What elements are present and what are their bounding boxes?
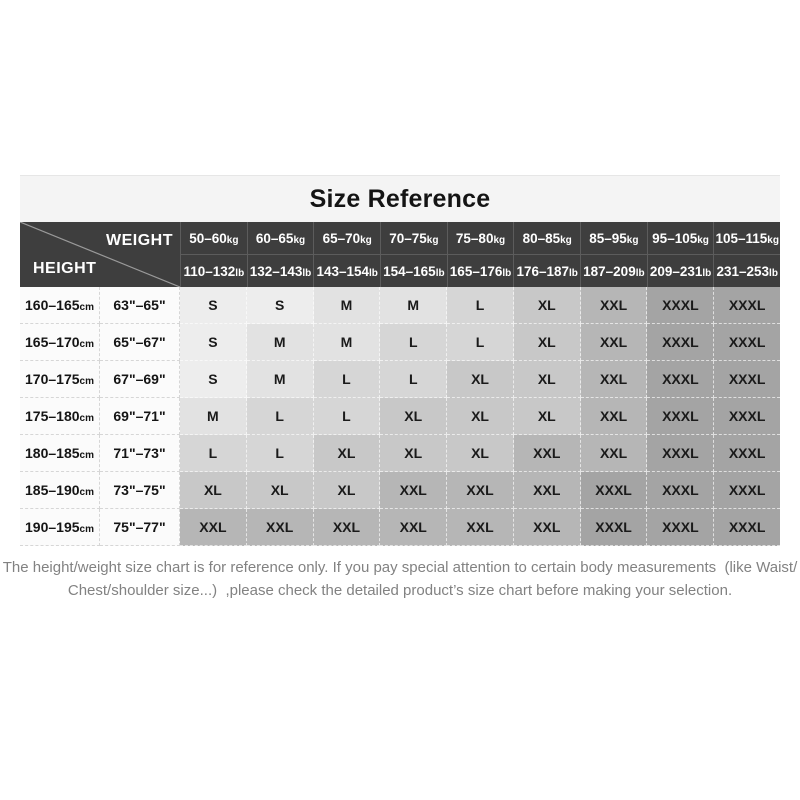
cell-text: 50–60kg	[189, 230, 239, 246]
weight-lb-cell	[514, 255, 580, 287]
size-cell: XL	[514, 324, 581, 361]
cell-text: 65"–67"	[113, 334, 166, 350]
size-cell: XXXL	[647, 287, 714, 324]
cell-text: 185–190cm	[25, 482, 94, 498]
cell-text: 170–175cm	[25, 371, 94, 387]
size-cell: L	[314, 398, 381, 435]
cell-text: 187–209lb	[583, 263, 645, 279]
unit-label: lb	[235, 267, 245, 279]
size-cell: M	[247, 324, 314, 361]
table-row-3	[20, 361, 780, 398]
cell-text: 180–185cm	[25, 445, 94, 461]
size-cell: L	[247, 435, 314, 472]
table-body	[20, 287, 780, 546]
height-inch-cell	[100, 361, 180, 398]
size-cell: XL	[247, 472, 314, 509]
unit-label: cm	[79, 302, 94, 313]
size-cell: XL	[514, 361, 581, 398]
weight-kg-cell	[381, 222, 447, 255]
size-cell: L	[380, 361, 447, 398]
weight-lb-cell	[381, 255, 447, 287]
unit-label: kg	[226, 234, 239, 246]
weight-column-8	[647, 222, 714, 287]
unit-label: lb	[635, 267, 645, 279]
weight-lb-cell	[714, 255, 780, 287]
weight-lb-cell	[314, 255, 380, 287]
unit-label: cm	[79, 487, 94, 498]
cell-text: 209–231lb	[649, 263, 712, 279]
size-cell: L	[380, 324, 447, 361]
unit-label: kg	[767, 234, 779, 246]
size-cell: XXXL	[714, 361, 780, 398]
height-cm-cell	[20, 324, 100, 361]
weight-kg-cell	[181, 222, 247, 255]
size-cell: S	[247, 287, 314, 324]
unit-label: lb	[769, 267, 778, 279]
cell-text: 70–75kg	[389, 230, 439, 246]
height-inch-cell	[100, 324, 180, 361]
weight-column-1	[180, 222, 247, 287]
weight-kg-cell	[514, 222, 580, 255]
weight-kg-cell	[581, 222, 647, 255]
size-cell: S	[180, 324, 247, 361]
weight-column-5	[447, 222, 514, 287]
size-cell: XL	[380, 398, 447, 435]
table-row-5	[20, 435, 780, 472]
unit-label: kg	[626, 234, 639, 246]
cell-text: 160–165cm	[25, 297, 94, 313]
cell-text: 176–187lb	[516, 263, 578, 279]
height-cm-cell	[20, 287, 100, 324]
unit-label: kg	[697, 234, 709, 246]
unit-label: kg	[493, 234, 506, 246]
size-cell: XXXL	[581, 472, 648, 509]
size-cell: XXXL	[581, 509, 648, 546]
size-cell: XXL	[380, 472, 447, 509]
size-cell: M	[380, 287, 447, 324]
unit-label: kg	[426, 234, 439, 246]
weight-kg-cell	[648, 222, 714, 255]
cell-text: 75–80kg	[455, 230, 506, 246]
size-cell: XXL	[314, 509, 381, 546]
cell-text: 75"–77"	[113, 519, 166, 535]
cell-text: 65–70kg	[322, 230, 372, 246]
size-cell: M	[314, 287, 381, 324]
size-cell: XXXL	[714, 324, 780, 361]
table-row-1	[20, 287, 780, 324]
cell-text: 175–180cm	[25, 408, 94, 424]
cell-text: 80–85kg	[522, 230, 572, 246]
weight-lb-cell	[581, 255, 647, 287]
size-cell: XXXL	[714, 287, 780, 324]
height-cm-cell	[20, 435, 100, 472]
weight-lb-cell	[448, 255, 514, 287]
size-cell: XL	[380, 435, 447, 472]
weight-column-2	[247, 222, 314, 287]
cell-text: 105–115kg	[715, 230, 779, 246]
cell-text: 73"–75"	[113, 482, 166, 498]
height-cm-cell	[20, 472, 100, 509]
table-header	[20, 222, 780, 287]
size-cell: XL	[514, 398, 581, 435]
unit-label: kg	[360, 234, 372, 246]
height-inch-cell	[100, 509, 180, 546]
footer-line-2: Chest/shoulder size...) ,please check the detailed product’s size chart before making your selection.	[67, 582, 733, 599]
unit-label: cm	[79, 413, 94, 424]
table-row-7	[20, 509, 780, 546]
weight-column-9	[713, 222, 780, 287]
height-inch-cell	[100, 472, 180, 509]
size-cell: XXXL	[714, 435, 780, 472]
cell-text: 69"–71"	[113, 408, 166, 424]
cell-text: 231–253lb	[716, 263, 778, 279]
height-inch-cell	[100, 398, 180, 435]
size-cell: XXL	[180, 509, 247, 546]
size-cell: XXXL	[647, 324, 714, 361]
weight-kg-cell	[448, 222, 514, 255]
size-cell: XXXL	[647, 509, 714, 546]
size-cell: XXXL	[714, 398, 780, 435]
unit-label: kg	[560, 234, 572, 246]
size-cell: XXXL	[647, 398, 714, 435]
weight-kg-cell	[314, 222, 380, 255]
unit-label: lb	[369, 267, 378, 279]
height-inch-cell	[100, 287, 180, 324]
size-cell: XXXL	[647, 361, 714, 398]
weight-columns	[180, 222, 780, 287]
size-cell: XL	[447, 435, 514, 472]
unit-label: kg	[293, 234, 306, 246]
height-cm-cell	[20, 509, 100, 546]
size-cell: XXL	[247, 509, 314, 546]
size-cell: XL	[180, 472, 247, 509]
size-cell: XXXL	[647, 472, 714, 509]
weight-column-7	[580, 222, 647, 287]
unit-label: cm	[79, 450, 94, 461]
weight-column-3	[313, 222, 380, 287]
size-cell: XXL	[581, 324, 648, 361]
size-cell: L	[447, 287, 514, 324]
size-cell: L	[180, 435, 247, 472]
size-cell: XXXL	[647, 435, 714, 472]
cell-text: 95–105kg	[652, 230, 709, 246]
height-cm-cell	[20, 398, 100, 435]
size-cell: XXL	[514, 509, 581, 546]
unit-label: lb	[702, 267, 712, 279]
size-cell: XXL	[447, 509, 514, 546]
size-cell: XXL	[380, 509, 447, 546]
weight-lb-cell	[181, 255, 247, 287]
table-row-4	[20, 398, 780, 435]
footer-note	[0, 556, 800, 602]
weight-column-4	[380, 222, 447, 287]
size-cell: M	[314, 324, 381, 361]
size-cell: M	[180, 398, 247, 435]
cell-text: 165–176lb	[449, 263, 512, 279]
size-cell: XXL	[581, 435, 648, 472]
size-cell: XL	[447, 398, 514, 435]
weight-kg-cell	[248, 222, 314, 255]
weight-axis-label: WEIGHT	[106, 232, 173, 249]
size-cell: XL	[314, 435, 381, 472]
weight-lb-cell	[648, 255, 714, 287]
cell-text: 154–165lb	[383, 263, 445, 279]
height-axis-label: HEIGHT	[33, 260, 97, 277]
weight-column-6	[513, 222, 580, 287]
unit-label: lb	[569, 267, 578, 279]
cell-text: 132–143lb	[249, 263, 312, 279]
corner-cell	[20, 222, 180, 287]
unit-label: lb	[302, 267, 312, 279]
size-cell: XXL	[581, 361, 648, 398]
size-cell: XL	[447, 361, 514, 398]
size-cell: M	[247, 361, 314, 398]
unit-label: cm	[79, 524, 94, 535]
cell-text: 190–195cm	[25, 519, 94, 535]
cell-text: 71"–73"	[113, 445, 166, 461]
height-cm-cell	[20, 361, 100, 398]
size-cell: XXL	[581, 287, 648, 324]
cell-text: 63"–65"	[113, 297, 166, 313]
table-row-6	[20, 472, 780, 509]
size-cell: XXXL	[714, 509, 780, 546]
size-cell: XL	[514, 287, 581, 324]
weight-kg-cell	[714, 222, 780, 255]
cell-text: 143–154lb	[316, 263, 378, 279]
cell-text: 165–170cm	[25, 334, 94, 350]
size-reference-chart	[20, 175, 780, 546]
size-cell: XXL	[447, 472, 514, 509]
weight-lb-cell	[248, 255, 314, 287]
size-cell: L	[447, 324, 514, 361]
size-cell: S	[180, 361, 247, 398]
size-cell: XXXL	[714, 472, 780, 509]
size-cell: XXL	[514, 472, 581, 509]
cell-text: 67"–69"	[113, 371, 166, 387]
table-row-2	[20, 324, 780, 361]
size-cell: XL	[314, 472, 381, 509]
cell-text: 60–65kg	[255, 230, 306, 246]
unit-label: lb	[435, 267, 445, 279]
height-inch-cell	[100, 435, 180, 472]
chart-title: Size Reference	[20, 175, 780, 222]
cell-text: 110–132lb	[183, 263, 245, 279]
size-cell: XXL	[514, 435, 581, 472]
unit-label: lb	[502, 267, 512, 279]
unit-label: cm	[79, 376, 94, 387]
cell-text: 85–95kg	[589, 230, 639, 246]
unit-label: cm	[79, 339, 94, 350]
size-cell: L	[314, 361, 381, 398]
size-cell: XXL	[581, 398, 648, 435]
size-cell: L	[247, 398, 314, 435]
footer-line-1: The height/weight size chart is for reference only. If you pay special attention to certain body measurements (like Waist/	[2, 559, 798, 576]
size-cell: S	[180, 287, 247, 324]
